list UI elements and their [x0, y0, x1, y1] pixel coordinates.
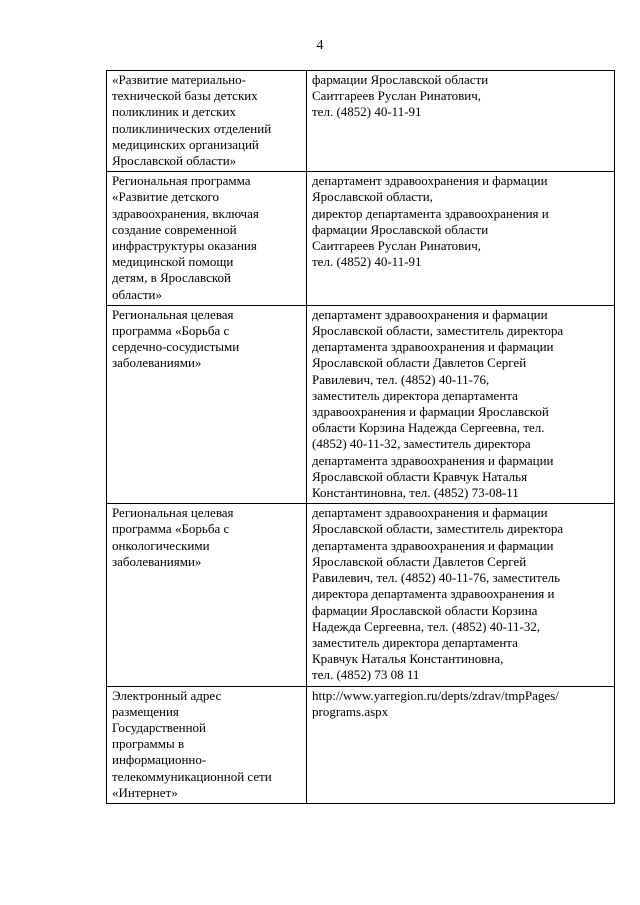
- responsible-cell: департамент здравоохранения и фармации Ярославской области, заместитель директора департамента здравоохранения и фармации Ярославской области Давлетов Сергей Равилевич, тел. (4852) 40-11-76, заместитель директора департамента здравоохранения и фармации Ярославской области Корзина Надежда Сергеевна, тел. (4852) 40-11-32, заместитель директора департамента здравоохранения и фармации Ярославской области Кравчук Наталья Константиновна, тел. (4852) 73-08-11: [307, 305, 615, 503]
- internet-address-cell: http://www.yarregion.ru/depts/zdrav/tmpPages/ programs.aspx: [307, 686, 615, 803]
- responsible-cell: департамент здравоохранения и фармации Ярославской области, заместитель директора департамента здравоохранения и фармации Ярославской области Давлетов Сергей Равилевич, тел. (4852) 40-11-76, заместитель директора департамента здравоохранения и фармации Ярославской области Корзина Надежда Сергеевна, тел. (4852) 40-11-32, заместитель директора департамента Кравчук Наталья Константиновна, тел. (4852) 73 08 11: [307, 504, 615, 686]
- table-row: [107, 686, 615, 803]
- table-row: [107, 172, 615, 306]
- page-number: 4: [316, 38, 324, 53]
- table-row: [107, 305, 615, 503]
- program-name-cell: Региональная целевая программа «Борьба с сердечно-сосудистыми заболеваниями»: [107, 305, 307, 503]
- table-row: [107, 504, 615, 686]
- responsible-cell: департамент здравоохранения и фармации Ярославской области, директор департамента здравоохранения и фармации Ярославской области Саитгареев Руслан Ринатович, тел. (4852) 40-11-91: [307, 172, 615, 306]
- responsible-cell: фармации Ярославской области Саитгареев Руслан Ринатович, тел. (4852) 40-11-91: [307, 71, 615, 172]
- program-table: [106, 70, 615, 804]
- program-name-cell: Электронный адрес размещения Государственной программы в информационно- телекоммуникационной сети «Интернет»: [107, 686, 307, 803]
- program-name-cell: Региональная программа «Развитие детского здравоохранения, включая создание современной инфраструктуры оказания медицинской помощи детям, в Ярославской области»: [107, 172, 307, 306]
- program-name-cell: Региональная целевая программа «Борьба с онкологическими заболеваниями»: [107, 504, 307, 686]
- program-name-cell: «Развитие материально- технической базы детских поликлиник и детских поликлинических отделений медицинских организаций Ярославской области»: [107, 71, 307, 172]
- table-row: [107, 71, 615, 172]
